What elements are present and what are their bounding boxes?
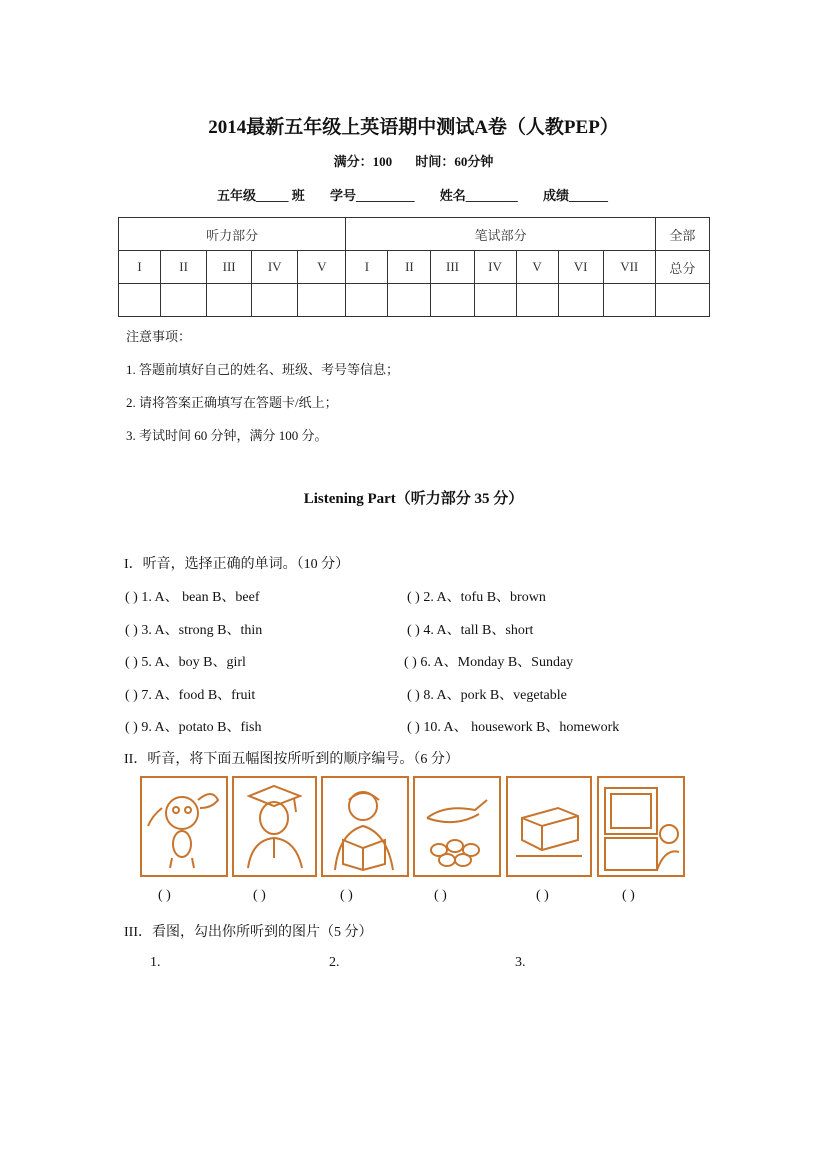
section2-title: II．听音，将下面五幅图按所听到的顺序编号。（6 分） [124, 752, 459, 767]
question-item[interactable]: ( ) 1. A、 bean B、beef [125, 590, 260, 605]
question-item[interactable]: ( ) 4. A、tall B、short [407, 623, 534, 638]
score-total: 满分：100 [333, 154, 393, 169]
question-item[interactable]: ( ) 6. A、Monday B、Sunday [404, 655, 574, 670]
writing-col: III [431, 251, 474, 284]
option-number: 1. [150, 955, 161, 970]
exam-meta [0, 151, 827, 170]
score-cell[interactable] [252, 284, 298, 317]
bread-picture-icon [506, 776, 592, 877]
tv-picture-icon [597, 776, 685, 877]
score-cell[interactable] [388, 284, 431, 317]
question-item[interactable]: ( ) 10. A、 housework B、homework [407, 720, 620, 735]
monkey-picture-icon [140, 776, 228, 877]
score-cell[interactable] [298, 284, 346, 317]
writing-col: V [516, 251, 558, 284]
score-table [118, 217, 710, 317]
score-cell[interactable] [516, 284, 558, 317]
score-cell[interactable] [655, 284, 709, 317]
total-col: 总分 [655, 251, 709, 284]
question-item[interactable]: ( ) 5. A、boy B、girl [125, 655, 246, 670]
question-item[interactable]: ( ) 3. A、strong B、thin [125, 623, 263, 638]
writing-col: IV [474, 251, 516, 284]
order-blank[interactable]: ( ) [434, 888, 447, 903]
listening-header: 听力部分 [119, 218, 346, 251]
order-blank[interactable]: ( ) [536, 888, 549, 903]
note-item: 3. 考试时间 60 分钟，满分 100 分。 [126, 428, 328, 443]
time-limit: 时间：60分钟 [415, 154, 494, 169]
option-number: 2. [329, 955, 340, 970]
score-cell[interactable] [431, 284, 474, 317]
listening-heading: Listening Part（听力部分 35 分） [303, 491, 524, 507]
total-header: 全部 [655, 218, 709, 251]
score-field[interactable]: 成绩______ [543, 188, 609, 203]
student-id-field[interactable]: 学号_________ [330, 188, 415, 203]
score-cell[interactable] [603, 284, 655, 317]
notes-heading: 注意事项： [126, 329, 192, 344]
note-item: 1. 答题前填好自己的姓名、班级、考号等信息； [126, 362, 400, 377]
option-number: 3. [515, 955, 526, 970]
score-cell[interactable] [207, 284, 252, 317]
food-picture-icon [413, 776, 501, 877]
writing-col: VI [558, 251, 603, 284]
order-blank[interactable]: ( ) [340, 888, 353, 903]
listening-col: IV [252, 251, 298, 284]
order-blank[interactable]: ( ) [622, 888, 635, 903]
student-info [217, 185, 630, 204]
score-cell[interactable] [558, 284, 603, 317]
question-item[interactable]: ( ) 8. A、pork B、vegetable [407, 688, 567, 703]
listening-col: I [119, 251, 161, 284]
listening-col: II [161, 251, 207, 284]
question-item[interactable]: ( ) 7. A、food B、fruit [125, 688, 256, 703]
listening-col: III [207, 251, 252, 284]
picture-row [140, 776, 685, 880]
writing-col: VII [603, 251, 655, 284]
writing-header: 笔试部分 [346, 218, 655, 251]
order-blank[interactable]: ( ) [253, 888, 266, 903]
question-item[interactable]: ( ) 2. A、tofu B、brown [407, 590, 546, 605]
question-item[interactable]: ( ) 9. A、potato B、fish [125, 720, 262, 735]
score-cell[interactable] [346, 284, 388, 317]
writing-col: II [388, 251, 431, 284]
section3-title: III．看图，勾出你所听到的图片（5 分） [124, 925, 373, 940]
graduate-picture-icon [232, 776, 317, 877]
order-blank[interactable]: ( ) [158, 888, 171, 903]
page-title: 2014最新五年级上英语期中测试A卷（人教PEP） [208, 117, 619, 138]
score-cell[interactable] [119, 284, 161, 317]
writing-col: I [346, 251, 388, 284]
name-field[interactable]: 姓名________ [439, 188, 518, 203]
section1-title: I．听音，选择正确的单词。（10 分） [124, 557, 350, 572]
reading-boy-picture-icon [321, 776, 409, 877]
listening-col: V [298, 251, 346, 284]
class-field[interactable]: 五年级_____ 班 [217, 188, 305, 203]
note-item: 2. 请将答案正确填写在答题卡/纸上； [126, 395, 338, 410]
score-cell[interactable] [474, 284, 516, 317]
score-cell[interactable] [161, 284, 207, 317]
